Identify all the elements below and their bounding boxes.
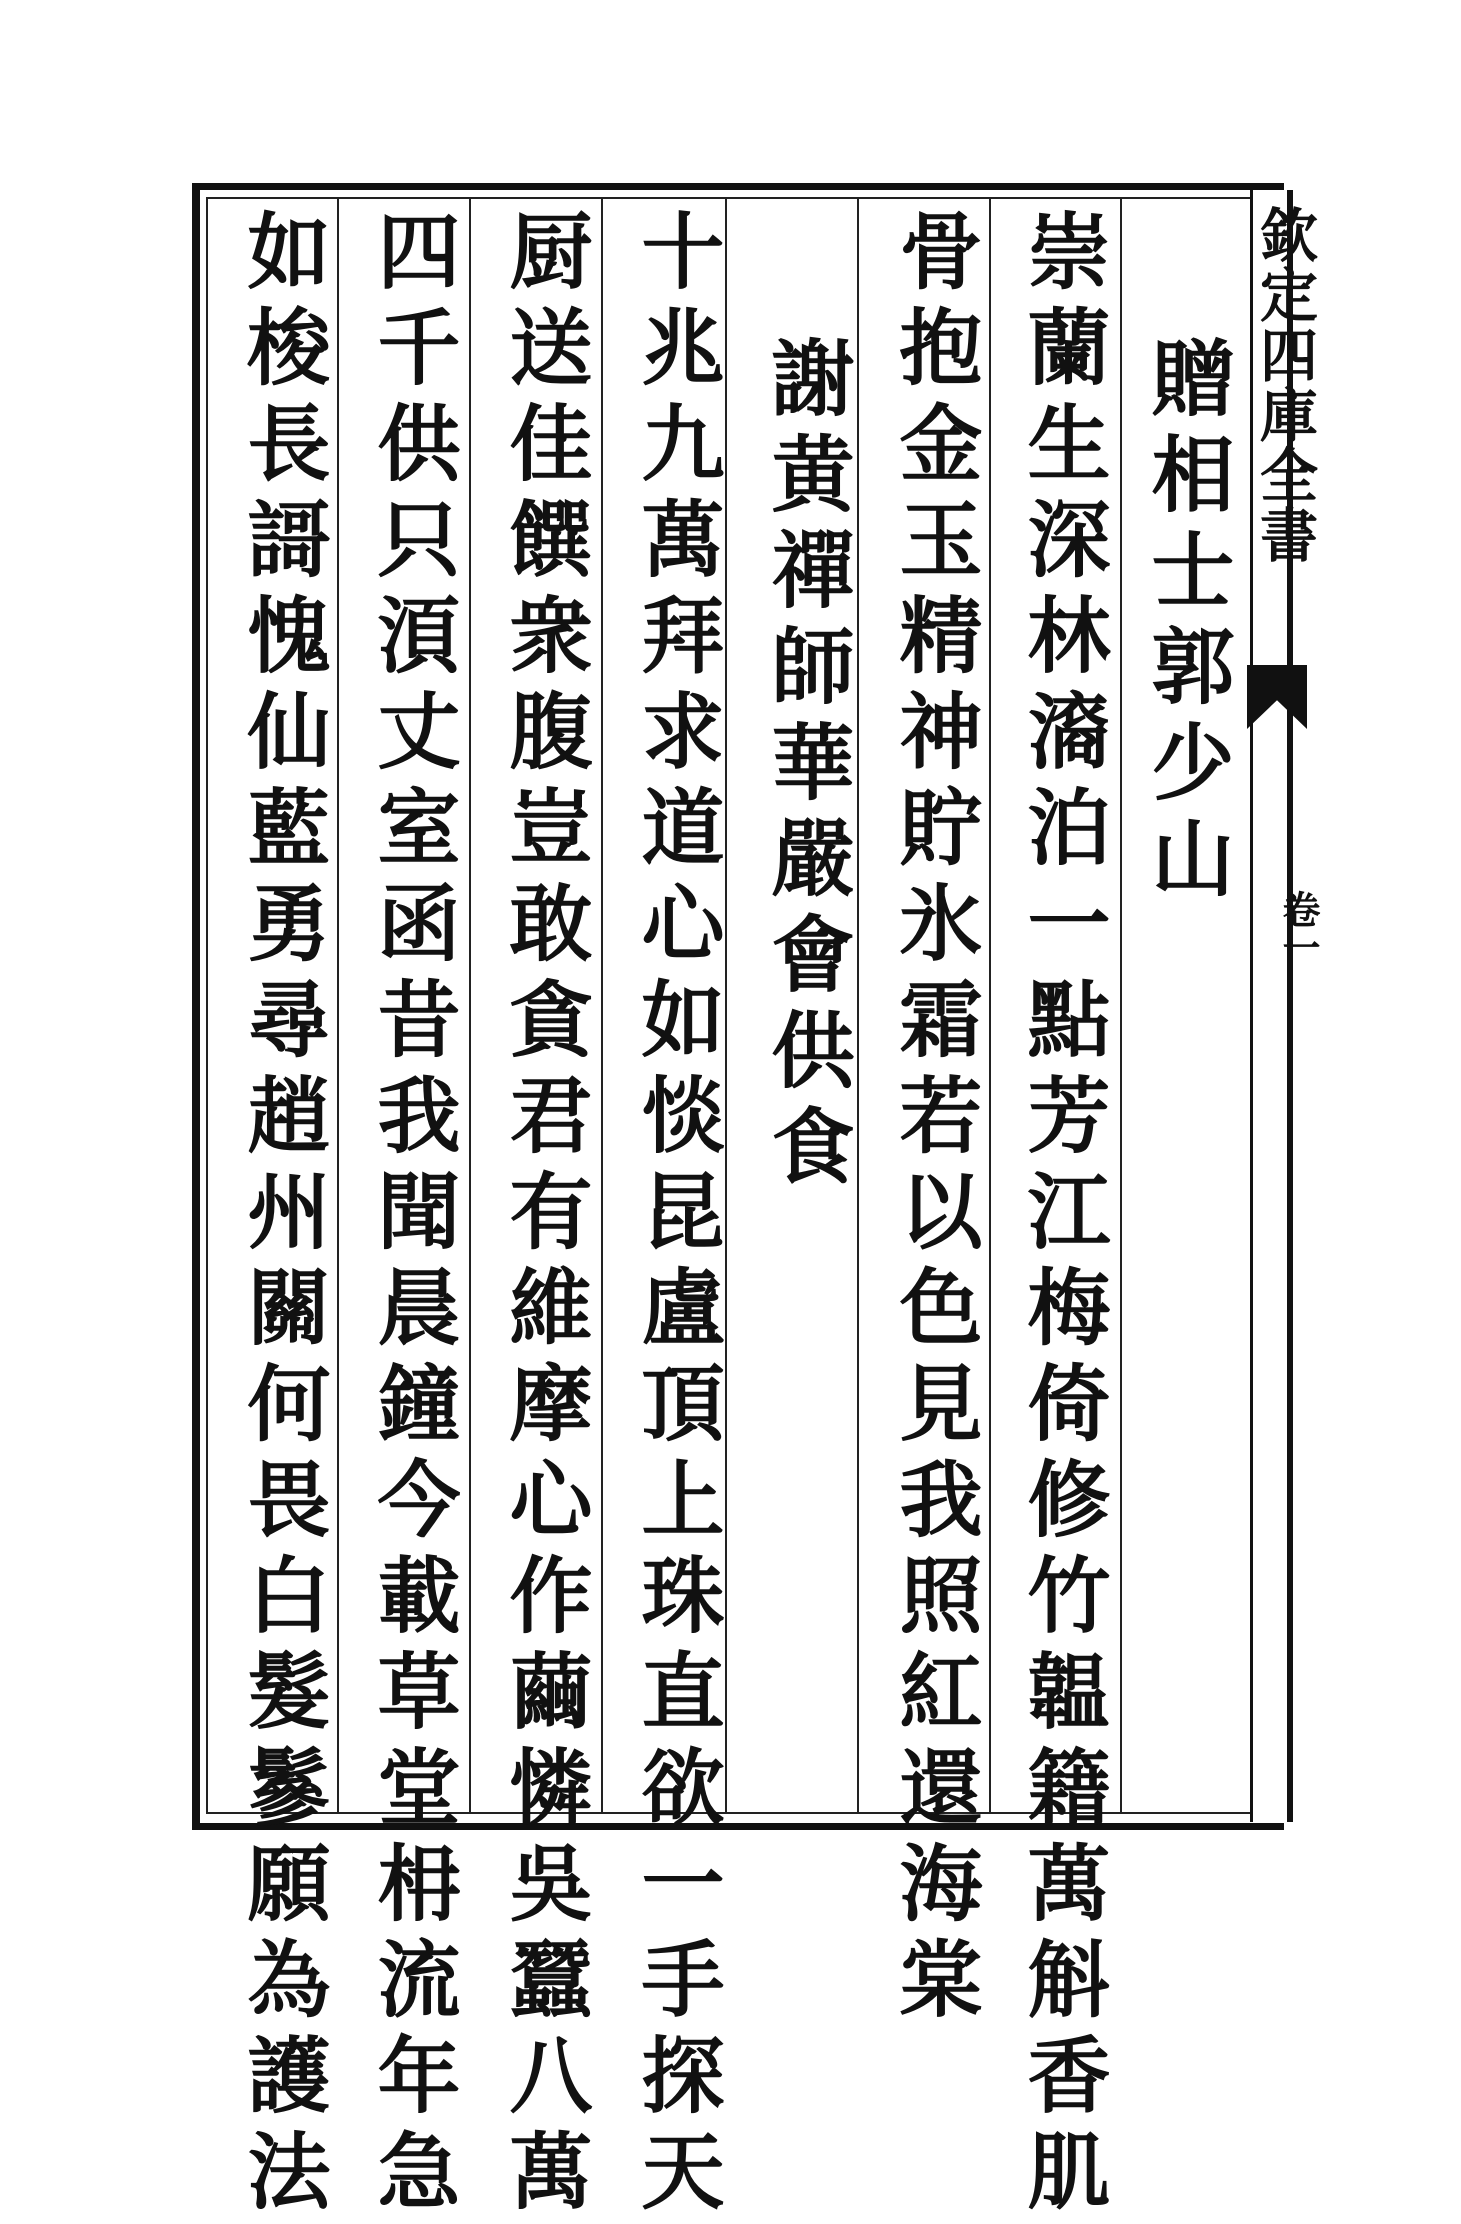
volume-label: 卷一 — [1276, 890, 1321, 966]
column-rule — [469, 199, 471, 1812]
poem-line: 厨送佳饌衆腹豈敢貪君有維摩心作繭憐吳蠶八萬 — [495, 208, 593, 2224]
column-rule — [601, 199, 603, 1812]
column-rule — [1120, 199, 1122, 1812]
poem-line: 四千供只湏丈室函昔我聞晨鐘今載草堂枏流年急 — [363, 208, 461, 2224]
book-title: 欽定四庫全書 — [1250, 205, 1318, 565]
poem-line: 如梭長謌愧仙藍勇尋趙州關何畏白髮鬖願為護法 — [233, 208, 331, 2224]
poem-title-1: 贈相士郭少山 — [1137, 335, 1235, 911]
poem-line: 十兆九萬拜求道心如惔昆盧頂上珠直欲一手探天 — [627, 208, 725, 2224]
poem-title-2: 謝黄禪師華嚴會供食 — [757, 335, 855, 1199]
poem-line: 崇蘭生深林㵝泊一點芳江梅倚修竹韞籍萬斛香肌 — [1013, 208, 1111, 2224]
poem-line: 骨抱金玉精神貯氷霜若以色見我照紅還海棠 — [885, 208, 983, 2032]
